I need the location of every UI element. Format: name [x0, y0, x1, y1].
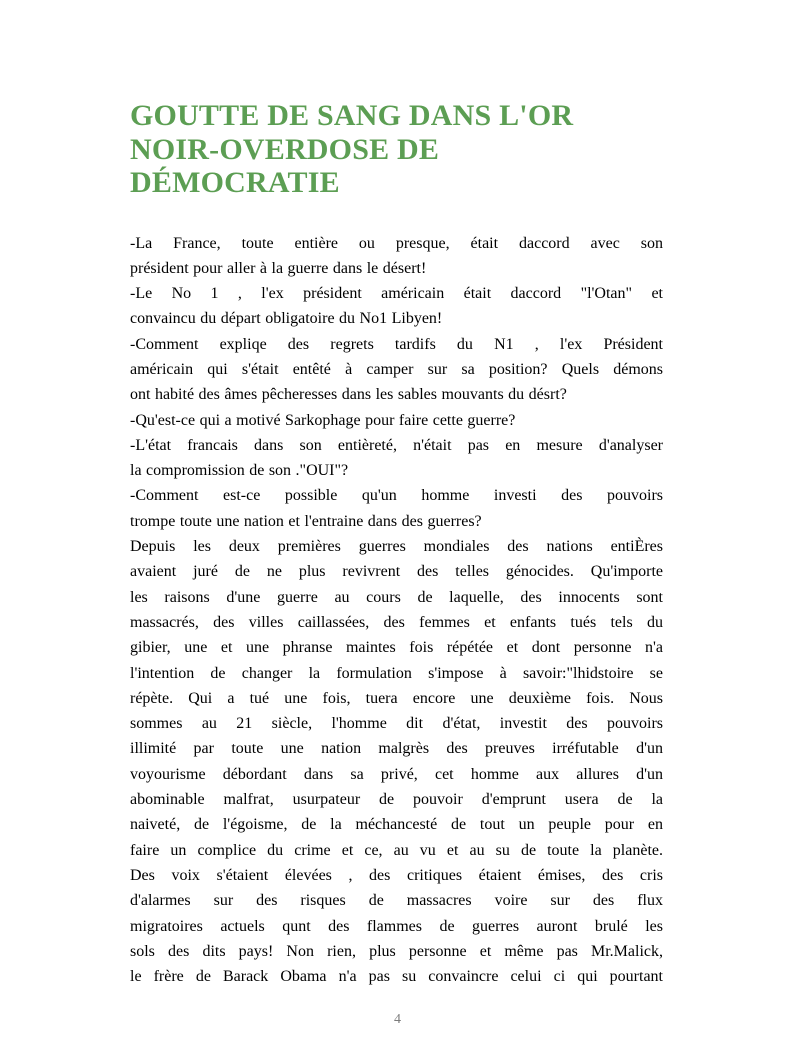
text-line: Des voix s'étaient élevées , des critiques étaient émises, des cris — [130, 866, 663, 884]
text-line: massacrés, des villes caillassées, des femmes et enfants tués tels du — [130, 613, 663, 631]
text-line: Depuis les deux premières guerres mondiales des nations entiÈres — [130, 538, 663, 556]
text-line: -Qu'est-ce qui a motivé Sarkophage pour faire cette guerre? — [130, 411, 516, 429]
text-line: convaincu du départ obligatoire du No1 Libyen! — [130, 310, 443, 328]
text-line: américain qui s'était entêté à camper sur sa position? Quels démons — [130, 360, 663, 378]
text-line: trompe toute une nation et l'entraine dans des guerres? — [130, 512, 482, 530]
text-line: voyourisme débordant dans sa privé, cet homme aux allures d'un — [130, 765, 663, 783]
text-line: -Comment expliqe des regrets tardifs du N1 , l'ex Président — [130, 335, 663, 353]
paragraph — [130, 231, 663, 282]
document-title — [130, 99, 663, 200]
text-line: naiveté, de l'égoisme, de la méchancesté de tout un peuple pour en — [130, 816, 663, 834]
text-line: ont habité des âmes pêcheresses dans les sables mouvants du désrt? — [130, 386, 567, 404]
title-line: NOIR-OVERDOSE DE — [130, 132, 440, 166]
paragraph — [130, 433, 663, 484]
text-line: sols des dits pays! Non rien, plus personne et même pas Mr.Malick, — [130, 942, 663, 960]
paragraph — [130, 332, 663, 408]
text-line: abominable malfrat, usurpateur de pouvoir d'emprunt usera de la — [130, 791, 663, 809]
text-line: -Le No 1 , l'ex président américain était daccord "l'Otan" et — [130, 285, 663, 303]
text-line: -La France, toute entière ou presque, était daccord avec son — [130, 234, 663, 252]
text-line: d'alarmes sur des risques de massacres voire sur des flux — [130, 892, 663, 910]
text-line: répète. Qui a tué une fois, tuera encore une deuxième fois. Nous — [130, 689, 663, 707]
text-line: la compromission de son ."OUI"? — [130, 462, 349, 480]
title-line: DÉMOCRATIE — [130, 166, 340, 199]
text-line: illimité par toute une nation malgrès des preuves irréfutable d'un — [130, 740, 663, 758]
title-line: GOUTTE DE SANG DANS L'OR — [130, 99, 574, 132]
text-line: -Comment est-ce possible qu'un homme investi des pouvoirs — [130, 487, 663, 505]
text-line: avaient juré de ne plus revivrent des telles génocides. Qu'importe — [130, 563, 663, 581]
text-line: président pour aller à la guerre dans le désert! — [130, 259, 427, 277]
text-line: les raisons d'une guerre au cours de laquelle, des innocents sont — [130, 588, 663, 606]
text-line: gibier, une et une phranse maintes fois répétée et dont personne n'a — [130, 639, 663, 657]
text-line: migratoires actuels qunt des flammes de guerres auront brulé les — [130, 917, 663, 935]
paragraph — [130, 483, 663, 534]
page-number: 4 — [394, 1012, 401, 1027]
paragraph — [130, 534, 663, 989]
text-line: le frère de Barack Obama n'a pas su convaincre celui ci qui pourtant — [130, 968, 663, 986]
paragraph — [130, 281, 663, 332]
text-line: sommes au 21 siècle, l'homme dit d'état, investit des pouvoirs — [130, 715, 663, 733]
text-line: l'intention de changer la formulation s'impose à savoir:"lhidstoire se — [130, 664, 663, 682]
text-line: -L'état francais dans son entièreté, n'était pas en mesure d'analyser — [130, 436, 663, 454]
page-content — [130, 99, 663, 989]
paragraph — [130, 408, 663, 433]
body-text — [130, 231, 663, 990]
text-line: faire un complice du crime et ce, au vu et au su de toute la planète. — [130, 841, 663, 859]
